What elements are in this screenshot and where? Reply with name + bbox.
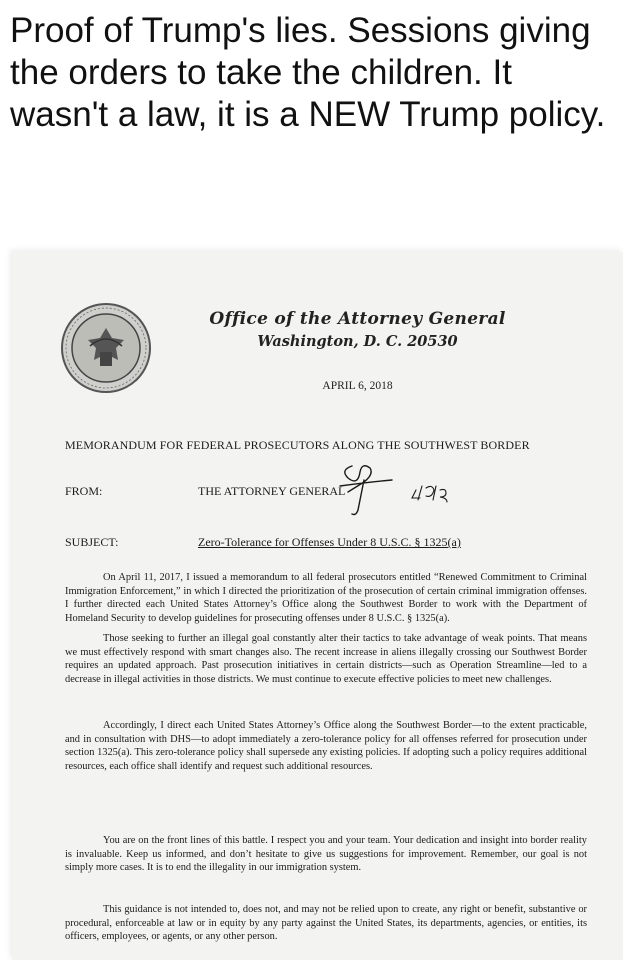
memo-paragraph-5: This guidance is not intended to, does not, and may not be relied upon to create, any right or benefit, substantive or procedural, enforceable at law or in equity by any party against the United States, its departments, agencies, or entities, its officers, employees, or agents, or any other person. <box>65 904 587 943</box>
letterhead-office: Office of the Attorney General <box>209 309 506 329</box>
memo-title: MEMORANDUM FOR FEDERAL PROSECUTORS ALONG THE SOUTHWEST BORDER <box>65 438 530 452</box>
letterhead-address: Washington, D. C. 20530 <box>257 333 458 350</box>
handwritten-signature <box>330 460 460 520</box>
subject-label: SUBJECT: <box>65 535 119 549</box>
memo-date: APRIL 6, 2018 <box>322 380 393 392</box>
memo-paragraph-2: Those seeking to further an illegal goal constantly alter their tactics to take advantage of weak points. That means we must effectively respond with smart changes also. The recent increase in aliens illegally crossing our Southwest Border requires an updated approach. Past prosecution initiatives in certain districts—such as Operation Streamline—led to a decrease in illegal activities in those districts. We must continue to execute effective policies to meet new challenges. <box>65 633 587 685</box>
from-value: THE ATTORNEY GENERAL <box>198 484 346 498</box>
memo-paragraph-1: On April 11, 2017, I issued a memorandum to all federal prosecutors entitled “Renewed Commitment to Criminal Immigration Enforcement,” in which I directed the prioritization of the prosecution of certain criminal immigration offenses. I further directed each United States Attorney’s Office along the Southwest Border to work with the Department of Homeland Security to develop guidelines for prosecuting offenses under 8 U.S.C. § 1325(a). <box>65 572 587 624</box>
memo-document-image <box>12 252 623 960</box>
memo-paragraph-3: Accordingly, I direct each United States Attorney’s Office along the Southwest Border—to the extent practicable, and in consultation with DHS—to adopt immediately a zero-tolerance policy for all offenses referred for prosecution under section 1325(a). This zero-tolerance policy shall supersede any existing policies. If adopting such a policy requires additional resources, each office shall identify and request such additional resources. <box>65 720 587 772</box>
memo-paragraph-4: You are on the front lines of this battle. I respect you and your team. Your dedication and insight into border reality is invaluable. Keep us informed, and don’t hesitate to give us suggestions for improvement. Remember, our goal is not simply more cases. It is to end the illegality in our immigration system. <box>65 835 587 874</box>
from-label: FROM: <box>65 484 103 498</box>
subject-value: Zero-Tolerance for Offenses Under 8 U.S.C. § 1325(a) <box>198 535 461 549</box>
post-text: Proof of Trump's lies. Sessions giving the orders to take the children. It wasn't a law, it is a NEW Trump policy. <box>10 11 606 134</box>
